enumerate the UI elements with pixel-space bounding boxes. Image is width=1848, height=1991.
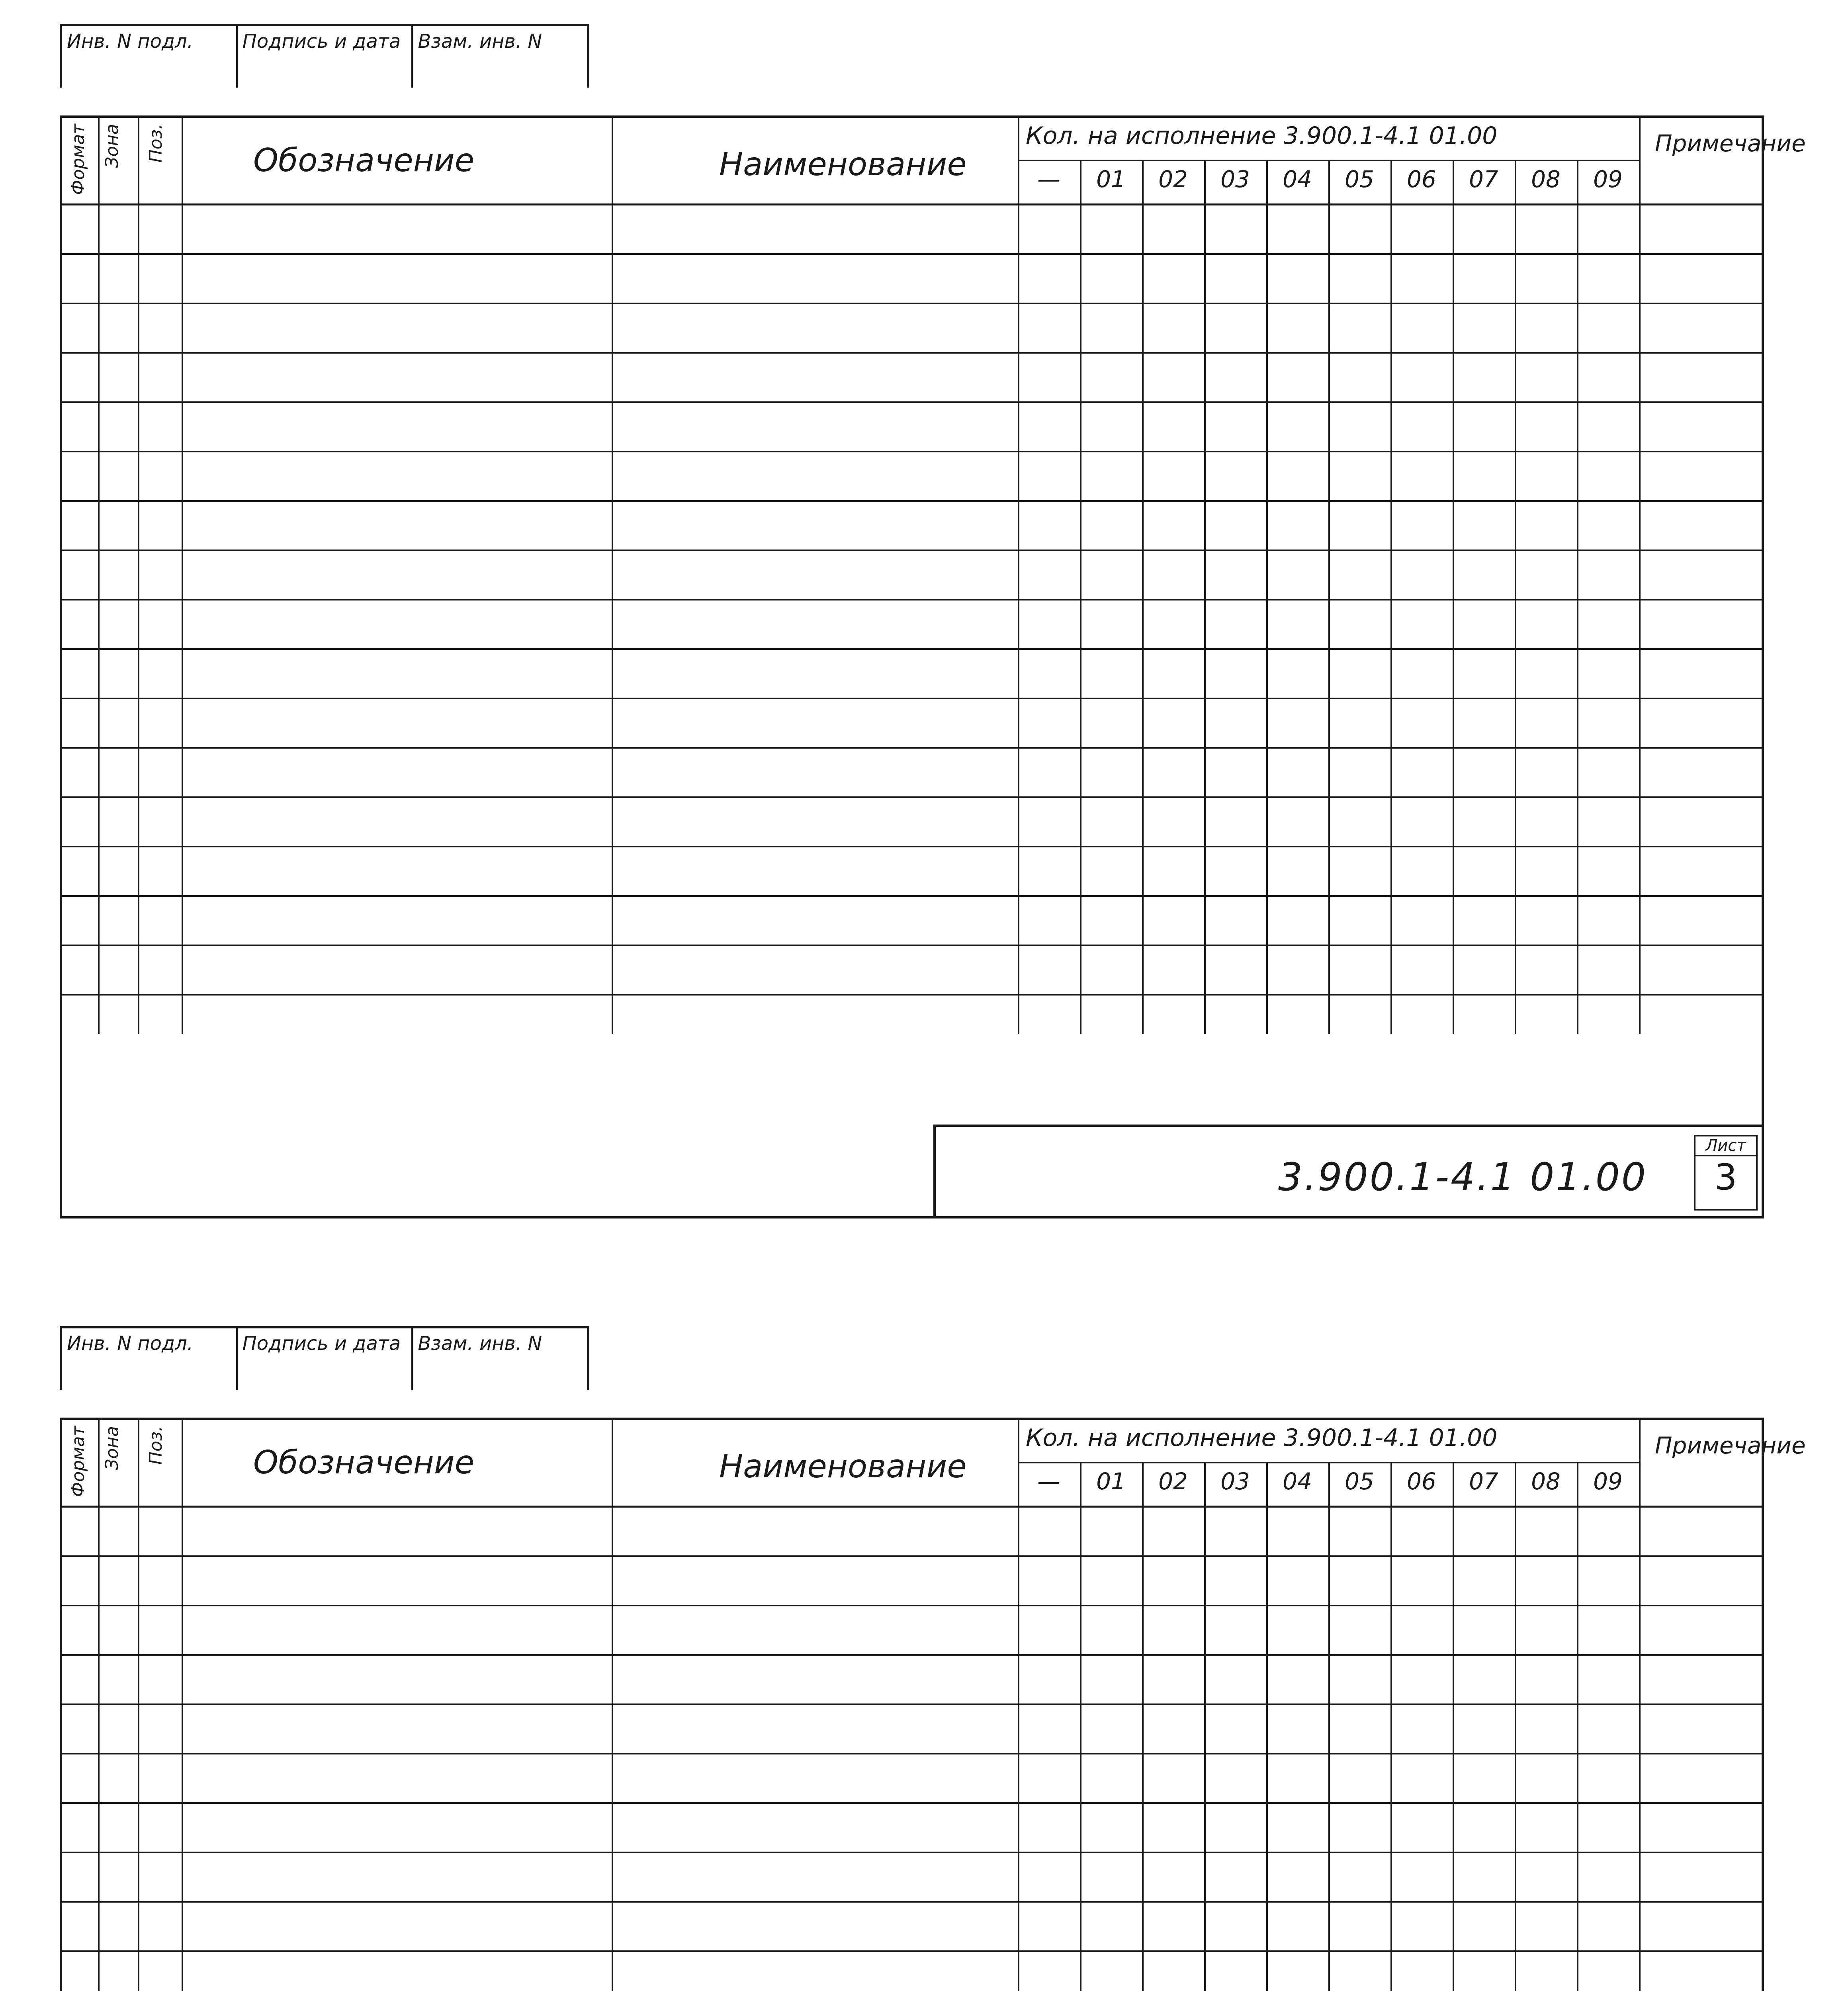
spec-table-rows <box>62 205 1762 1042</box>
col-pos: Поз. <box>146 1426 166 1465</box>
title-block <box>933 1125 1762 1216</box>
col-pos: Поз. <box>146 124 166 163</box>
col-designation: Обозначение <box>253 142 475 179</box>
specification-sheet-4 <box>60 1326 1806 1991</box>
exec-col-3: 03 <box>1220 1468 1250 1495</box>
col-designation: Обозначение <box>253 1444 475 1481</box>
exec-col-8: 08 <box>1531 166 1561 193</box>
exec-col-2: 02 <box>1158 166 1188 193</box>
col-name: Наименование <box>719 146 967 183</box>
col-format: Формат <box>68 1426 88 1497</box>
title-code: 3.900.1-4.1 01.00 <box>1278 1155 1648 1199</box>
specification-sheet-3 <box>60 24 1806 1218</box>
stamp-replace: Взам. инв. N <box>418 1332 542 1355</box>
exec-col-0: — <box>1037 1468 1060 1495</box>
sheet-label: Лист <box>1695 1136 1756 1156</box>
exec-col-3: 03 <box>1220 166 1250 193</box>
exec-col-4: 04 <box>1283 1468 1312 1495</box>
exec-col-7: 07 <box>1469 1468 1498 1495</box>
col-qty-head: Кол. на исполнение 3.900.1-4.1 01.00 <box>1026 1424 1498 1452</box>
col-note: Примечание <box>1655 1432 1806 1459</box>
spec-table <box>60 115 1806 1218</box>
col-zone: Зона <box>102 124 122 168</box>
exec-col-9: 09 <box>1593 1468 1623 1495</box>
exec-col-5: 05 <box>1345 1468 1374 1495</box>
exec-col-9: 09 <box>1593 166 1623 193</box>
exec-col-2: 02 <box>1158 1468 1188 1495</box>
approval-stamp <box>60 24 589 88</box>
stamp-signature: Подпись и дата <box>238 1328 413 1390</box>
exec-col-0: — <box>1037 166 1060 193</box>
exec-col-6: 06 <box>1407 1468 1436 1495</box>
approval-stamp <box>60 1326 589 1390</box>
stamp-inv-no: Инв. N подл. <box>62 26 238 88</box>
stamp-inv-no: Инв. N подл. <box>62 1328 238 1390</box>
spec-table-header <box>62 1420 1806 1508</box>
exec-col-4: 04 <box>1283 166 1312 193</box>
exec-col-1: 01 <box>1096 1468 1126 1495</box>
sheet-number: 3 <box>1714 1156 1737 1198</box>
col-name: Наименование <box>719 1448 967 1485</box>
exec-col-6: 06 <box>1407 166 1436 193</box>
col-zone: Зона <box>102 1426 122 1470</box>
spec-table-header <box>62 118 1806 205</box>
exec-col-5: 05 <box>1345 166 1374 193</box>
exec-col-7: 07 <box>1469 166 1498 193</box>
exec-col-1: 01 <box>1096 166 1126 193</box>
sheet-number-box <box>1694 1135 1758 1211</box>
exec-col-8: 08 <box>1531 1468 1561 1495</box>
spec-table <box>60 1418 1806 1991</box>
stamp-signature: Подпись и дата <box>238 26 413 88</box>
spec-table-rows <box>62 1508 1762 1991</box>
col-note: Примечание <box>1655 130 1806 157</box>
stamp-replace: Взам. инв. N <box>418 30 542 53</box>
col-qty-head: Кол. на исполнение 3.900.1-4.1 01.00 <box>1026 122 1498 150</box>
col-format: Формат <box>68 124 88 195</box>
